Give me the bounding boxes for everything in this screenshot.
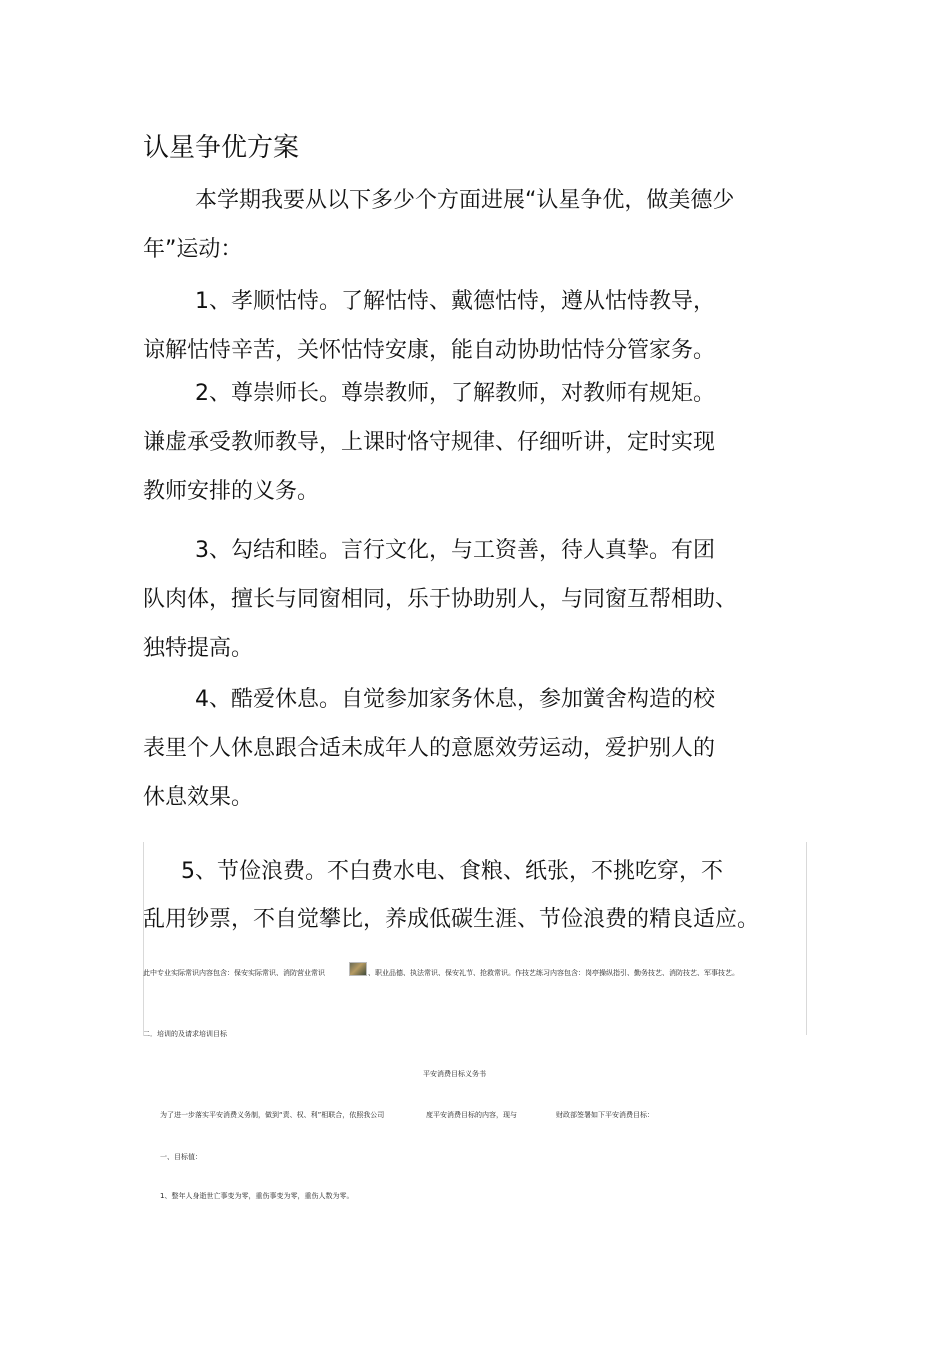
item-paragraph-5 xyxy=(143,848,759,944)
item-paragraph-3 xyxy=(143,526,783,673)
sub-paragraph-part3: 财政部签署如下平安消费目标： xyxy=(556,1111,654,1119)
item-line: 4、酷爱休息。自觉参加家务休息，参加黉舍构造的校 xyxy=(195,687,715,712)
item-line: 休息效果。 xyxy=(143,785,254,810)
item-line: 表里个人休息跟合适未成年人的意愿效劳运动，爱护别人的 xyxy=(143,736,716,761)
sub-paragraph-part1: 为了进一步落实平安消费义务制，做到“责、权、利”相联合，依照我公司 xyxy=(160,1111,385,1119)
document-title: 认星争优方案 xyxy=(143,133,300,163)
intro-line: 本学期我要从以下多少个方面进展“认星争优，做美德少 xyxy=(195,188,735,213)
sub-heading-one: 一、目标值： xyxy=(160,1153,202,1161)
item-line: 教师安排的义务。 xyxy=(143,479,320,504)
item-line: 2、尊崇师长。尊崇教师，了解教师，对教师有规矩。 xyxy=(195,381,715,406)
small-text-line-right: 、职业品德、执法常识、保安礼节、抢救常识。作技艺练习内容包含：岗亭操纵指引、勤务技艺、消防技艺、军事技艺。 xyxy=(368,969,739,977)
item-paragraph-1 xyxy=(143,277,783,375)
thumbnail-image xyxy=(349,962,367,976)
small-text-line-left: 此中专业实际常识内容包含：保安实际常识、消防营业常识 xyxy=(143,969,325,977)
item-line: 5、节俭浪费。不白费水电、食粮、纸张，不挑吃穿，不 xyxy=(181,859,723,884)
item-line: 独特提高。 xyxy=(143,636,254,661)
sub-paragraph-part2: 度平安消费目标的内容，现与 xyxy=(426,1111,517,1119)
item-line: 谦虚承受教师教导，上课时恪守规律、仔细听讲，定时实现 xyxy=(143,430,716,455)
sub-item-one: 1、整年人身逝世亡事变为零，重伤事变为零，重伤人数为零。 xyxy=(160,1192,354,1200)
frame-border-right xyxy=(806,842,807,1035)
intro-line: 年”运动： xyxy=(143,237,243,262)
item-line: 1、孝顺怙恃。了解怙恃、戴德怙恃，遵从怙恃教导， xyxy=(195,289,715,314)
item-line: 队肉体，擅长与同窗相同，乐于协助别人，与同窗互帮相助、 xyxy=(143,587,738,612)
intro-paragraph xyxy=(143,176,783,274)
item-paragraph-4 xyxy=(143,675,783,822)
item-line: 乱用钞票，不自觉攀比，养成低碳生涯、节俭浪费的精良适应。 xyxy=(143,907,760,932)
section-heading: 二．培训的及请求培训目标 xyxy=(143,1030,227,1038)
item-line: 3、勾结和睦。言行文化，与工资善，待人真挚。有团 xyxy=(195,538,715,563)
item-paragraph-2 xyxy=(143,369,783,516)
item-line: 谅解怙恃辛苦，关怀怙恃安康，能自动协助怙恃分管家务。 xyxy=(143,338,716,363)
sub-document-title: 平安消费目标义务书 xyxy=(423,1070,486,1078)
